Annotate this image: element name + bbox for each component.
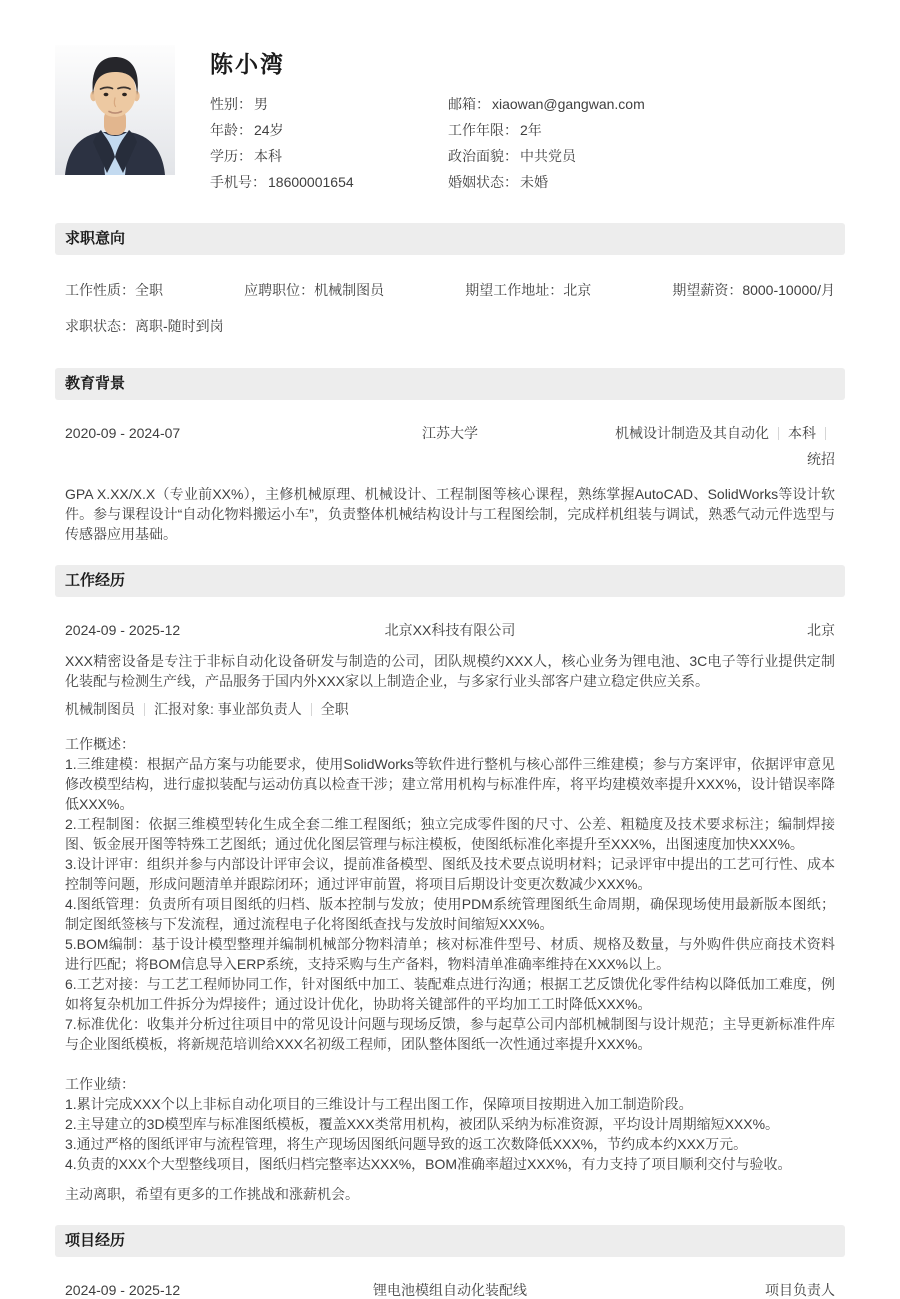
info-value: 18600001654 bbox=[268, 174, 354, 190]
intention-field-salary bbox=[672, 281, 835, 299]
info-value: 中共党员 bbox=[520, 148, 576, 164]
education-school: 江苏大学 bbox=[422, 425, 478, 441]
info-label: 手机号： bbox=[210, 174, 266, 190]
work-overview-item: 1.三维建模：根据产品方案与功能要求，使用SolidWorks等软件进行整机与核心部件三维建模；参与方案评审，依据评审意见修改模型结构，进行虚拟装配与运动仿真以检查干涉；建立常用机构与标准件库，将平均建模效率提升XXX%，设计错误率降低XXX%。 bbox=[65, 756, 835, 812]
candidate-name: 陈小湾 bbox=[210, 51, 285, 77]
info-value: 北京 bbox=[563, 282, 592, 298]
work-company: 北京XX科技有限公司 bbox=[384, 622, 516, 638]
section-project-experience bbox=[55, 1225, 845, 1299]
work-achievement-item: 1.累计完成XXX个以上非标自动化项目的三维设计与工程出图工作，保障项目按期进入加工制造阶段。 bbox=[65, 1096, 693, 1112]
work-achievement-item: 2.主导建立的3D模型库与标准图纸模板，覆盖XXX类常用机构，被团队采纳为标准资源，平均设计周期缩短XXX%。 bbox=[65, 1116, 780, 1132]
project-period: 2024-09 - 2025-12 bbox=[65, 1282, 181, 1298]
work-period: 2024-09 - 2025-12 bbox=[65, 622, 181, 638]
info-value: 机械制图员 bbox=[314, 282, 385, 298]
info-field-years bbox=[448, 122, 845, 138]
info-label: 期望薪资： bbox=[672, 282, 743, 298]
work-position-line bbox=[65, 699, 835, 719]
leaving-note: 主动离职，希望有更多的工作挑战和涨薪机会。 bbox=[65, 1186, 359, 1202]
work-achievements-label: 工作业绩： bbox=[65, 1076, 135, 1092]
info-value: 男 bbox=[254, 96, 268, 112]
work-meta-row bbox=[65, 621, 835, 639]
education-major: 机械设计制造及其自动化 bbox=[615, 425, 769, 441]
info-label: 婚姻状态： bbox=[448, 174, 518, 190]
work-overview-item: 7.标准优化：收集并分析过往项目中的常见设计问题与现场反馈，参与起草公司内部机械制图与设计规范；主导更新标准件库与企业图纸模板，将新规范培训给XXX名初级工程师，团队整体图纸一次性通过率提升XXX%。 bbox=[65, 1016, 835, 1052]
section-title-project-experience: 项目经历 bbox=[55, 1225, 845, 1257]
separator bbox=[825, 427, 826, 440]
profile-photo-illustration bbox=[55, 45, 175, 175]
work-employment-type: 全职 bbox=[320, 701, 349, 717]
info-field-degree bbox=[210, 148, 448, 164]
info-field-marital bbox=[448, 174, 845, 190]
work-overview-item: 5.BOM编制：基于设计模型整理并编制机械部分物料清单；核对标准件型号、材质、规格及数量，与外购件供应商技术资料进行匹配；将BOM信息导入ERP系统，支持采购与生产备料，物料清单准确率维持在XXX%以上。 bbox=[65, 936, 835, 972]
education-description: GPA X.XX/X.X（专业前XX%），主修机械原理、机械设计、工程制图等核心课程，熟练掌握AutoCAD、SolidWorks等设计软件。参与课程设计“自动化物料搬运小车”，负责整体机械结构设计与工程图绘制，完成样机组装与调试，熟悉气动元件选型与传感器应用基础。 bbox=[65, 486, 835, 542]
company-intro: XXX精密设备是专注于非标自动化设备研发与制造的公司，团队规模约XXX人，核心业务为锂电池、3C电子等行业提供定制化装配与检测生产线，产品服务于国内外XXX家以上制造企业，与多家行业头部客户建立稳定供应关系。 bbox=[65, 653, 835, 689]
info-value: 2年 bbox=[520, 122, 542, 138]
info-field-gender bbox=[210, 96, 448, 112]
project-name: 锂电池模组自动化装配线 bbox=[373, 1282, 527, 1298]
work-experience-body bbox=[55, 621, 845, 1204]
education-enroll-type: 统招 bbox=[807, 451, 835, 467]
info-field-political bbox=[448, 148, 845, 164]
info-value: 全职 bbox=[135, 282, 163, 298]
work-achievements-block bbox=[65, 1074, 835, 1174]
info-label: 年龄： bbox=[210, 122, 252, 138]
info-value: 离职-随时到岗 bbox=[135, 318, 224, 334]
info-label: 性别： bbox=[210, 96, 252, 112]
job-intention-body bbox=[55, 281, 845, 335]
education-major-line bbox=[607, 420, 835, 446]
work-location: 北京 bbox=[807, 622, 835, 638]
section-title-job-intention: 求职意向 bbox=[55, 223, 845, 255]
info-value: xiaowan@gangwan.com bbox=[492, 96, 645, 112]
info-label: 应聘职位： bbox=[244, 282, 315, 298]
job-intention-status-row bbox=[65, 317, 835, 335]
resume-header bbox=[55, 45, 845, 190]
info-field-email bbox=[448, 96, 845, 112]
intention-field-position bbox=[244, 281, 384, 299]
info-label: 求职状态： bbox=[65, 318, 135, 334]
education-period: 2020-09 - 2024-07 bbox=[65, 425, 181, 441]
header-main bbox=[210, 45, 845, 190]
separator bbox=[144, 703, 145, 716]
info-label: 政治面貌： bbox=[448, 148, 518, 164]
info-label: 邮箱： bbox=[448, 96, 490, 112]
work-overview-item: 2.工程制图：依据三维模型转化生成全套二维工程图纸；独立完成零件图的尺寸、公差、粗糙度及技术要求标注；编制焊接图、钣金展开图等特殊工艺图纸；通过优化图层管理与标注模板，使图纸标准化率提升至XXX%，出图速度加快XXX%。 bbox=[65, 816, 835, 852]
info-value: 24岁 bbox=[254, 122, 284, 138]
project-role: 项目负责人 bbox=[765, 1282, 835, 1298]
section-education bbox=[55, 368, 845, 544]
info-field-age bbox=[210, 122, 448, 138]
section-title-work-experience: 工作经历 bbox=[55, 565, 845, 597]
spacer bbox=[65, 1054, 835, 1074]
info-value: 本科 bbox=[254, 148, 282, 164]
separator bbox=[778, 427, 779, 440]
work-overview-item: 6.工艺对接：与工艺工程师协同工作，针对图纸中加工、装配难点进行沟通；根据工艺反馈优化零件结构以降低加工难度，例如将复杂机加工件拆分为焊接件；通过设计优化，协助将关键部件的平均加工工时降低XXX%。 bbox=[65, 976, 835, 1012]
project-experience-body bbox=[55, 1281, 845, 1299]
info-label: 工作年限： bbox=[448, 122, 518, 138]
basic-info-grid bbox=[210, 96, 845, 190]
work-report-line: 汇报对象: 事业部负责人 bbox=[154, 701, 302, 717]
info-label: 期望工作地址： bbox=[465, 282, 564, 298]
info-label: 学历： bbox=[210, 148, 252, 164]
work-achievement-item: 3.通过严格的图纸评审与流程管理，将生产现场因图纸问题导致的返工次数降低XXX%，节约成本约XXX万元。 bbox=[65, 1136, 748, 1152]
info-value: 未婚 bbox=[520, 174, 548, 190]
work-position: 机械制图员 bbox=[65, 701, 135, 717]
intention-field-location bbox=[465, 281, 591, 299]
info-value: 8000-10000/月 bbox=[742, 282, 835, 298]
work-overview-item: 4.图纸管理：负责所有项目图纸的归档、版本控制与发放；使用PDM系统管理图纸生命周期，确保现场使用最新版本图纸；制定图纸签核与下发流程，通过流程电子化将图纸查找与发放时间缩短XXX%。 bbox=[65, 896, 835, 932]
education-degree: 本科 bbox=[788, 425, 816, 441]
info-field-phone bbox=[210, 174, 448, 190]
job-intention-row bbox=[65, 281, 835, 299]
section-work-experience bbox=[55, 565, 845, 1204]
section-job-intention bbox=[55, 223, 845, 335]
section-title-education: 教育背景 bbox=[55, 368, 845, 400]
education-degree-block bbox=[607, 420, 835, 472]
separator bbox=[311, 703, 312, 716]
work-achievement-item: 4.负责的XXX个大型整线项目，图纸归档完整率达XXX%，BOM准确率超过XXX%，有力支持了项目顺利交付与验收。 bbox=[65, 1156, 792, 1172]
education-body bbox=[55, 420, 845, 544]
intention-field-type bbox=[65, 281, 163, 299]
work-overview-label: 工作概述： bbox=[65, 736, 135, 752]
profile-photo bbox=[55, 45, 175, 175]
intention-field-status bbox=[65, 318, 224, 334]
education-meta-row bbox=[65, 420, 835, 472]
info-label: 工作性质： bbox=[65, 282, 135, 298]
work-overview-item: 3.设计评审：组织并参与内部设计评审会议，提前准备模型、图纸及技术要点说明材料；记录评审中提出的工艺可行性、成本控制等问题，形成问题清单并跟踪闭环；通过评审前置，将项目后期设计变更次数减少XXX%。 bbox=[65, 856, 835, 892]
work-overview-block bbox=[65, 734, 835, 1054]
project-meta-row bbox=[65, 1281, 835, 1299]
